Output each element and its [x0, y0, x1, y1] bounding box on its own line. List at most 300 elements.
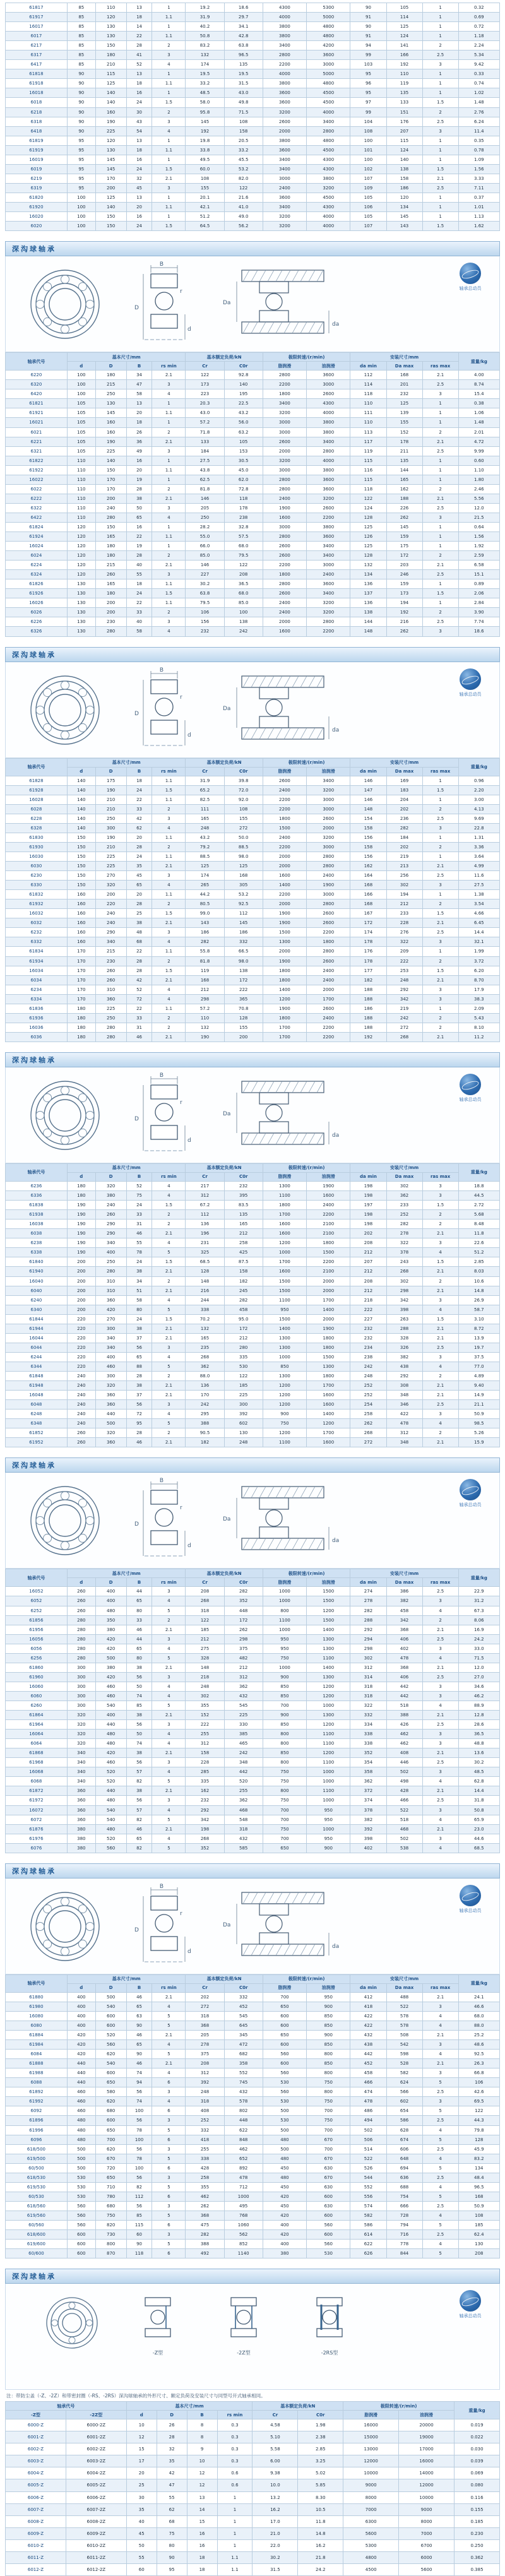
table-cell: 618/500 — [6, 2144, 68, 2154]
table-row — [6, 1276, 500, 1286]
table-cell: 216 — [386, 617, 422, 627]
table-cell: 700 — [307, 2144, 350, 2154]
table-cell: 500 — [95, 1992, 126, 2002]
table-cell: 212 — [350, 1248, 386, 1257]
table-cell: 130 — [67, 589, 95, 598]
table-cell: 2800 — [307, 947, 350, 956]
table-cell: 2.01 — [458, 427, 499, 437]
table-cell: 680 — [95, 2201, 126, 2211]
table-cell: 2 — [152, 1210, 186, 1220]
table-cell: 1300 — [307, 1362, 350, 1371]
table-row — [6, 2050, 500, 2059]
table-cell: 530 — [67, 2182, 95, 2192]
col-header-load: 基本额定负荷/kN — [186, 1163, 263, 1172]
table-cell: 6256 — [6, 1653, 68, 1663]
col-header-code: 轴承代号 — [6, 758, 68, 776]
table-cell: 39.8 — [224, 776, 263, 785]
table-cell: 432 — [224, 2087, 263, 2097]
table-cell: 65 — [126, 1596, 152, 1606]
table-cell: 122 — [224, 561, 263, 570]
table-cell: 260 — [95, 1210, 126, 1220]
table-cell: 43.2 — [224, 408, 263, 418]
table-cell: 545 — [224, 2011, 263, 2021]
table-cell: 15 — [187, 2515, 217, 2527]
table-cell: 202 — [386, 804, 422, 814]
dim-label-r: r — [180, 1910, 182, 1917]
table-cell: 28 — [126, 899, 152, 909]
table-cell: 61826 — [6, 579, 68, 589]
table-cell: 6060 — [6, 1691, 68, 1701]
table-cell: 1 — [152, 136, 186, 145]
table-cell: 442 — [386, 1682, 422, 1691]
table-cell: 420 — [67, 2050, 95, 2059]
table-cell: 24 — [126, 1257, 152, 1267]
table-cell: 1900 — [263, 503, 306, 513]
table-cell: 15.1 — [458, 570, 499, 579]
table-cell: 8000 — [343, 2491, 399, 2503]
table-cell: 198 — [186, 1824, 224, 1834]
table-cell: 242 — [224, 627, 263, 636]
table-cell: 745 — [224, 2078, 263, 2087]
col-header-B: B — [187, 2411, 217, 2419]
table-cell: 2.5 — [422, 1343, 458, 1352]
table-cell: 100 — [67, 202, 95, 211]
table-cell: 462 — [386, 1739, 422, 1748]
table-cell: 4 — [152, 2002, 186, 2011]
table-cell: 61932 — [6, 899, 68, 909]
table-cell: 18 — [126, 13, 152, 22]
table-cell: 4 — [152, 1730, 186, 1739]
table-cell: 2 — [152, 1013, 186, 1023]
table-cell: 138 — [350, 608, 386, 617]
table-cell: 2.72 — [458, 1201, 499, 1210]
table-cell: 172 — [224, 1324, 263, 1333]
table-cell: 50.8 — [458, 1805, 499, 1815]
col-header-grease: 脂润滑 — [263, 1172, 306, 1181]
table-cell: 5 — [152, 2011, 186, 2021]
table-cell: 3 — [152, 2116, 186, 2125]
table-cell: 5.43 — [458, 1013, 499, 1023]
table-cell: 128 — [186, 1267, 224, 1276]
table-cell: 2.1 — [152, 2059, 186, 2069]
table-cell: 58.7 — [458, 1305, 499, 1314]
table-cell: 11.8 — [458, 1229, 499, 1238]
table-cell: 1.62 — [458, 222, 499, 231]
table-cell: 5 — [152, 2182, 186, 2192]
table-cell: 3 — [422, 1691, 458, 1701]
table-cell: 52 — [126, 985, 152, 994]
table-cell: 240 — [95, 909, 126, 918]
table-cell: 4 — [152, 1682, 186, 1691]
table-cell: 74 — [126, 2097, 152, 2106]
table-cell: 28 — [126, 41, 152, 50]
table-cell: 60 — [126, 2563, 157, 2575]
table-cell: 420 — [263, 2211, 306, 2220]
table-cell: 544 — [350, 2173, 386, 2182]
table-row — [6, 804, 500, 814]
table-cell: 2 — [422, 1276, 458, 1286]
table-cell: 2000 — [263, 899, 306, 909]
table-cell: 56 — [126, 2116, 152, 2125]
table-cell: 85.0 — [186, 551, 224, 561]
table-cell: 1 — [152, 3, 186, 13]
dim-label-B: B — [159, 667, 164, 674]
table-cell: 25.2 — [458, 2031, 499, 2040]
table-cell: 2.1 — [152, 1229, 186, 1238]
table-cell: 3 — [422, 60, 458, 69]
table-cell: 300 — [95, 1324, 126, 1333]
table-cell: 1700 — [307, 1428, 350, 1438]
table-cell: 2200 — [263, 804, 306, 814]
table-cell: 2.1 — [422, 1381, 458, 1391]
table-cell: 3 — [152, 1758, 186, 1767]
table-cell: 119 — [350, 446, 386, 456]
table-cell: 22.5 — [224, 399, 263, 408]
table-cell: 125 — [186, 862, 224, 871]
table-cell: 1700 — [263, 1257, 306, 1267]
table-cell: 152 — [186, 1711, 224, 1720]
table-cell: 700 — [263, 1834, 306, 1843]
table-cell: 10 — [187, 2455, 217, 2467]
table-cell: 51.2 — [458, 1248, 499, 1257]
table-cell: 152 — [386, 427, 422, 437]
table-cell: 4800 — [307, 32, 350, 41]
table-cell: 2800 — [307, 126, 350, 136]
table-cell: 72 — [126, 994, 152, 1004]
table-cell: 420 — [95, 1748, 126, 1758]
table-cell: 288 — [350, 1615, 386, 1625]
table-cell: 220 — [67, 1333, 95, 1343]
table-cell: 100 — [126, 2106, 152, 2116]
table-cell: 4 — [152, 126, 186, 136]
table-cell: 5300 — [343, 2539, 399, 2551]
table-row — [6, 183, 500, 193]
table-cell: 79.5 — [224, 551, 263, 561]
table-cell: 172 — [224, 1615, 263, 1625]
table-row — [6, 2078, 500, 2087]
table-cell: 128 — [350, 551, 386, 561]
table-cell: 400 — [67, 2021, 95, 2030]
table-cell: 3200 — [263, 107, 306, 117]
table-cell: 418 — [350, 2002, 386, 2011]
table-cell: 150 — [67, 862, 95, 871]
table-cell: 0.64 — [458, 522, 499, 531]
table-cell: 212 — [224, 1333, 263, 1343]
table-cell: 650 — [95, 2125, 126, 2135]
table-cell: 2.76 — [458, 107, 499, 117]
table-cell: 6028 — [6, 804, 68, 814]
table-cell: 355 — [186, 1701, 224, 1711]
table-cell: 3.00 — [458, 795, 499, 804]
table-cell: 480 — [95, 1606, 126, 1615]
table-cell: 212 — [350, 1286, 386, 1295]
table-cell: 450 — [263, 2182, 306, 2192]
table-cell: 2.24 — [458, 41, 499, 50]
table-cell: 420 — [95, 1644, 126, 1653]
table-cell: 14.9 — [458, 1391, 499, 1400]
table-row — [6, 2144, 500, 2154]
table-cell: 2400 — [263, 494, 306, 503]
bearing-diagram-svg — [15, 260, 406, 348]
table-cell: 360 — [95, 1400, 126, 1410]
table-cell: 360 — [67, 1805, 95, 1815]
sealed-diagram-row — [6, 2284, 499, 2358]
table-cell: 5 — [152, 1248, 186, 1257]
table-cell: 2400 — [307, 1013, 350, 1023]
table-cell: 542 — [386, 2040, 422, 2050]
table-cell: 3200 — [307, 785, 350, 795]
table-cell: 522 — [386, 1805, 422, 1815]
table-cell: 260 — [67, 1587, 95, 1596]
table-cell: 24.1 — [458, 1992, 499, 2002]
table-cell: 46 — [126, 1438, 152, 1447]
table-cell: 50.9 — [458, 2201, 499, 2211]
table-cell: 13 — [126, 193, 152, 202]
table-cell: 688 — [386, 2182, 422, 2192]
dim-label-D: D — [134, 1115, 139, 1122]
table-cell: 850 — [263, 1748, 306, 1758]
table-cell: 61852 — [6, 1428, 68, 1438]
table-cell: 2.1 — [152, 2031, 186, 2040]
table-cell: 19.5 — [186, 69, 224, 79]
table-cell: 670 — [307, 2135, 350, 2144]
table-cell: 6038 — [6, 1229, 68, 1238]
table-row — [6, 1362, 500, 1371]
table-cell: 60/500 — [6, 2163, 68, 2173]
table-cell: 38.3 — [458, 994, 499, 1004]
table-cell: 28 — [126, 842, 152, 852]
table-cell: 2.1 — [422, 1748, 458, 1758]
table-cell: 280 — [67, 1644, 95, 1653]
col-header-dims: 基本尺寸/mm — [67, 1163, 186, 1172]
col-header-oil: 油润滑 — [399, 2411, 454, 2419]
table-cell: 16080 — [6, 2011, 68, 2021]
table-cell: 61984 — [6, 2040, 68, 2050]
table-cell: 365 — [224, 994, 263, 1004]
table-cell: 16.2 — [252, 2503, 298, 2515]
table-row — [6, 32, 500, 41]
table-cell: 145 — [386, 212, 422, 222]
table-cell: 95 — [67, 183, 95, 193]
table-cell: 4300 — [307, 202, 350, 211]
table-cell: 4 — [152, 2040, 186, 2050]
table-cell: 184 — [186, 446, 224, 456]
table-cell: 140 — [95, 456, 126, 465]
table-cell: 2.1 — [152, 1391, 186, 1400]
table-cell: 530 — [307, 2249, 350, 2258]
table-cell: 1300 — [263, 937, 306, 947]
table-cell: 2 — [152, 1276, 186, 1286]
table-cell: 900 — [307, 2002, 350, 2011]
col-header-da: da min — [350, 1983, 386, 1992]
table-cell: 335 — [224, 1352, 263, 1362]
section-title: 深沟球轴承 — [12, 2272, 56, 2281]
table-cell: 4 — [422, 2125, 458, 2135]
site-watermark — [450, 1885, 490, 1913]
table-cell: 146 — [350, 795, 386, 804]
table-cell: 600 — [263, 2011, 306, 2021]
table-cell: 109 — [350, 183, 386, 193]
table-cell: 220 — [67, 1343, 95, 1352]
table-cell: 5 — [152, 1305, 186, 1314]
table-cell: 950 — [307, 1815, 350, 1824]
diagram-area — [5, 662, 500, 758]
table-cell: 650 — [95, 2078, 126, 2087]
table-cell: 132 — [350, 561, 386, 570]
table-cell: 4 — [152, 1238, 186, 1248]
table-cell: 870 — [95, 2249, 126, 2258]
table-cell: 36 — [126, 437, 152, 446]
table-cell: 80.5 — [186, 899, 224, 909]
table-row — [6, 2431, 500, 2443]
table-row — [6, 2479, 500, 2491]
table-cell: 51 — [126, 1286, 152, 1295]
table-cell: 38 — [126, 1711, 152, 1720]
table-cell: 285 — [186, 1767, 224, 1777]
table-cell: 228 — [186, 1758, 224, 1767]
table-cell: 382 — [386, 1596, 422, 1606]
table-cell: 618/600 — [6, 2230, 68, 2240]
site-watermark — [450, 1074, 490, 1102]
dim-label-r: r — [180, 1099, 182, 1106]
table-cell: 6336 — [6, 1191, 68, 1201]
table-cell: 648 — [386, 2154, 422, 2163]
table-cell: 2 — [422, 899, 458, 909]
table-cell: 1 — [422, 456, 458, 465]
table-cell: 2400 — [263, 785, 306, 795]
table-cell: 186 — [224, 928, 263, 937]
table-cell: 3 — [152, 928, 186, 937]
table-row — [6, 2503, 500, 2515]
table-cell: 700 — [263, 1701, 306, 1711]
table-row — [6, 1352, 500, 1362]
table-cell: 6012-Z — [6, 2563, 66, 2575]
table-cell: 48.5 — [186, 88, 224, 98]
table-cell: 248 — [186, 2087, 224, 2097]
table-cell: 262 — [350, 1419, 386, 1428]
table-cell: 108 — [224, 117, 263, 126]
table-cell: 58 — [126, 389, 152, 399]
table-cell: 1.1 — [152, 202, 186, 211]
table-cell: 4000 — [263, 69, 306, 79]
table-cell: 85 — [67, 60, 95, 69]
table-cell: 16036 — [6, 1023, 68, 1032]
table-cell: 5300 — [307, 3, 350, 13]
table-cell: 65.2 — [186, 785, 224, 795]
table-cell: 460 — [95, 1691, 126, 1701]
table-cell: 262 — [186, 2201, 224, 2211]
table-cell: 65 — [126, 513, 152, 522]
table-cell: 120 — [67, 522, 95, 531]
table-cell: 16068 — [6, 1767, 68, 1777]
table-cell: 225 — [95, 862, 126, 871]
table-cell: 130 — [67, 627, 95, 636]
table-cell: 160 — [95, 427, 126, 437]
table-cell: 43.0 — [224, 88, 263, 98]
table-cell: 1000 — [263, 1587, 306, 1596]
table-cell: 55 — [126, 570, 152, 579]
table-cell: 125 — [95, 79, 126, 88]
table-cell: 213 — [386, 862, 422, 871]
table-row — [6, 2230, 500, 2240]
table-cell: 44.2 — [186, 890, 224, 899]
bearing-table — [5, 1974, 500, 2258]
table-cell: 12 — [187, 2467, 217, 2479]
table-cell: 2.5 — [422, 871, 458, 881]
table-row — [6, 785, 500, 795]
table-row — [6, 1758, 500, 1767]
table-cell: 225 — [95, 446, 126, 456]
table-cell: 360 — [95, 1438, 126, 1447]
table-cell: 12.8 — [458, 1711, 499, 1720]
table-row — [6, 2249, 500, 2258]
table-cell: 226 — [386, 503, 422, 513]
table-cell: 3800 — [263, 79, 306, 88]
table-cell: 250 — [95, 814, 126, 823]
dim-label-Da: Da — [223, 300, 231, 307]
table-cell: 252 — [386, 1210, 422, 1220]
table-cell: 540 — [95, 2002, 126, 2011]
table-cell: 1600 — [307, 1438, 350, 1447]
table-cell: 6030 — [6, 862, 68, 871]
table-cell: 44.6 — [458, 1834, 499, 1843]
table-cell: 160 — [95, 418, 126, 427]
table-cell: 67.2 — [186, 1201, 224, 1210]
table-cell: 268 — [386, 1267, 422, 1276]
table-cell: 442 — [386, 1691, 422, 1701]
table-cell: 1500 — [263, 1276, 306, 1286]
table-row — [6, 408, 500, 418]
table-cell: 1.5 — [422, 1201, 458, 1210]
table-row — [6, 2192, 500, 2201]
table-cell: 10.5 — [298, 2503, 343, 2515]
section-view — [151, 1490, 177, 1545]
table-row — [6, 532, 500, 542]
table-row — [6, 1257, 500, 1267]
table-cell: 148 — [186, 1663, 224, 1672]
table-cell: 0.030 — [454, 2443, 500, 2455]
table-cell: 2 — [422, 804, 458, 814]
table-cell: 230 — [95, 617, 126, 627]
table-cell: 900 — [307, 1843, 350, 1853]
table-cell: 210 — [95, 842, 126, 852]
table-cell: 20000 — [399, 2419, 454, 2431]
table-cell: 61921 — [6, 408, 68, 418]
table-cell: 1500 — [263, 1314, 306, 1324]
table-cell: 3200 — [307, 598, 350, 608]
table-cell: 1 — [422, 136, 458, 145]
table-cell: 208 — [350, 1238, 386, 1248]
table-cell: 6322 — [6, 503, 68, 513]
table-cell: 265 — [186, 881, 224, 890]
table-cell: 162 — [350, 862, 386, 871]
table-cell: 90 — [350, 3, 386, 13]
table-cell: 3 — [422, 1767, 458, 1777]
table-cell: 5000 — [307, 13, 350, 22]
table-cell: 5.56 — [458, 494, 499, 503]
table-cell: 500 — [67, 2154, 95, 2163]
table-cell: 71.5 — [224, 107, 263, 117]
table-row — [6, 1701, 500, 1711]
table-cell: 16060 — [6, 1682, 68, 1691]
table-cell: 16064 — [6, 1730, 68, 1739]
table-cell: 46 — [126, 1824, 152, 1834]
table-cell: 1 — [422, 890, 458, 899]
table-cell: 61924 — [6, 532, 68, 542]
table-cell: 2000 — [263, 446, 306, 456]
col-header-D: D — [95, 1983, 126, 1992]
table-cell: 1 — [217, 2503, 252, 2515]
